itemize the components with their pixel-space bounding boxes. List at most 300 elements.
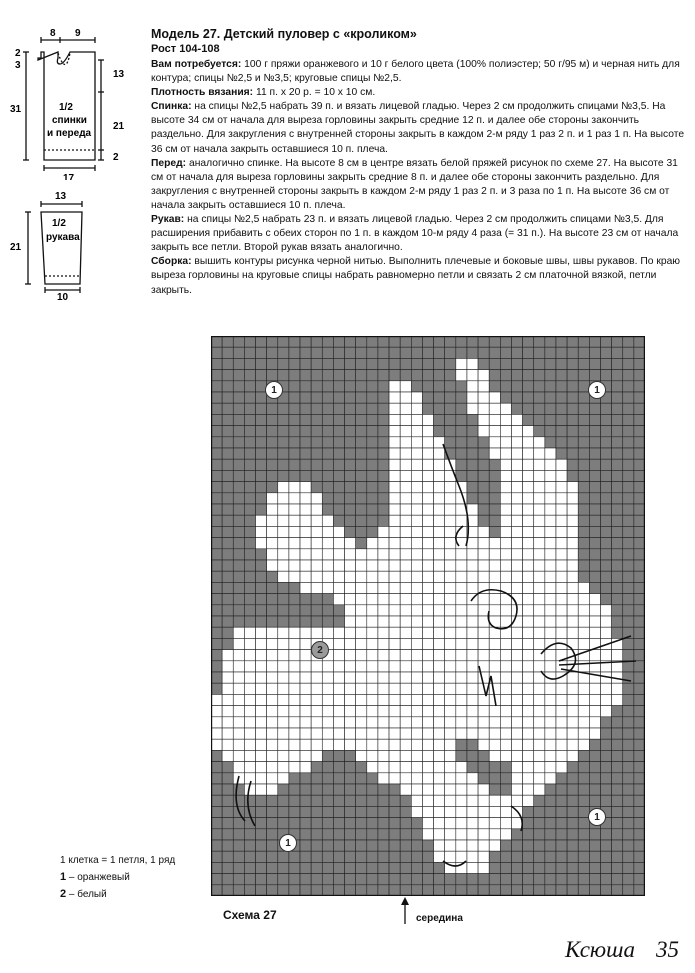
chart-cell-orange (411, 829, 422, 840)
chart-cell-orange (556, 829, 567, 840)
chart-cell-orange (256, 571, 267, 582)
chart-cell-white (612, 650, 623, 661)
chart-cell-orange (434, 403, 445, 414)
chart-cell-orange (534, 381, 545, 392)
chart-cell-white (523, 795, 534, 806)
chart-cell-white (345, 582, 356, 593)
chart-cell-white (445, 694, 456, 705)
chart-cell-white (389, 538, 400, 549)
chart-cell-white (333, 627, 344, 638)
chart-cell-white (356, 638, 367, 649)
chart-cell-orange (256, 616, 267, 627)
chart-cell-white (422, 526, 433, 537)
chart-cell-orange (211, 414, 222, 425)
chart-cell-white (467, 571, 478, 582)
chart-cell-orange (623, 414, 634, 425)
chart-cell-orange (634, 437, 645, 448)
chart-cell-orange (222, 762, 233, 773)
chart-cell-orange (578, 470, 589, 481)
chart-cell-white (300, 515, 311, 526)
chart-cell-orange (489, 885, 500, 896)
chart-cell-orange (545, 370, 556, 381)
chart-cell-orange (211, 762, 222, 773)
chart-cell-orange (422, 874, 433, 885)
chart-cell-white (489, 661, 500, 672)
chart-cell-white (367, 560, 378, 571)
chart-cell-orange (623, 504, 634, 515)
instruction-sleeve: Рукав: на спицы №2,5 набрать 23 п. и вязать лицевой гладью. Через 2 см продолжить спицами №3,5. Для расширения прибавить с обеих сторон по 1 п. в каждом 10-м ряду 4 раза (= 31 п.). На высоте 23 см от начала закрыть все петли. Второй рукав вязать аналогично. (151, 214, 679, 254)
chart-cell-orange (244, 347, 255, 358)
chart-cell-white (478, 426, 489, 437)
chart-cell-orange (511, 874, 522, 885)
chart-cell-white (389, 582, 400, 593)
chart-cell-orange (300, 829, 311, 840)
chart-cell-orange (267, 874, 278, 885)
chart-cell-orange (623, 448, 634, 459)
chart-cell-orange (356, 773, 367, 784)
chart-cell-white (523, 672, 534, 683)
chart-cell-white (400, 392, 411, 403)
chart-cell-orange (289, 414, 300, 425)
chart-cell-orange (467, 885, 478, 896)
chart-cell-orange (634, 840, 645, 851)
chart-cell-white (378, 661, 389, 672)
chart-cell-white (500, 493, 511, 504)
chart-cell-orange (333, 370, 344, 381)
color-label-1: 1 (279, 834, 297, 852)
chart-cell-orange (445, 874, 456, 885)
chart-cell-white (422, 739, 433, 750)
chart-cell-orange (333, 750, 344, 761)
chart-cell-white (434, 694, 445, 705)
chart-cell-orange (422, 840, 433, 851)
chart-cell-white (434, 526, 445, 537)
chart-cell-orange (267, 582, 278, 593)
chart-cell-orange (422, 885, 433, 896)
chart-cell-orange (211, 403, 222, 414)
chart-cell-white (278, 750, 289, 761)
chart-cell-white (500, 515, 511, 526)
chart-cell-orange (612, 795, 623, 806)
chart-cell-orange (578, 851, 589, 862)
chart-cell-orange (634, 515, 645, 526)
chart-cell-white (278, 683, 289, 694)
chart-cell-white (322, 538, 333, 549)
chart-cell-orange (489, 459, 500, 470)
chart-cell-white (422, 795, 433, 806)
chart-cell-white (267, 538, 278, 549)
chart-cell-white (256, 728, 267, 739)
chart-cell-white (411, 739, 422, 750)
chart-cell-orange (244, 392, 255, 403)
chart-cell-orange (267, 448, 278, 459)
chart-cell-white (489, 392, 500, 403)
chart-cell-orange (545, 840, 556, 851)
chart-cell-white (400, 426, 411, 437)
chart-cell-orange (634, 650, 645, 661)
chart-cell-white (322, 582, 333, 593)
chart-cell-orange (500, 862, 511, 873)
chart-cell-white (389, 493, 400, 504)
chart-cell-orange (556, 414, 567, 425)
chart-cell-orange (367, 358, 378, 369)
chart-cell-white (389, 515, 400, 526)
chart-cell-white (289, 482, 300, 493)
chart-cell-orange (445, 370, 456, 381)
chart-cell-white (478, 706, 489, 717)
chart-cell-orange (567, 806, 578, 817)
chart-cell-orange (356, 336, 367, 347)
chart-cell-orange (345, 773, 356, 784)
chart-cell-white (378, 549, 389, 560)
chart-cell-orange (411, 862, 422, 873)
chart-cell-white (500, 661, 511, 672)
chart-cell-orange (634, 459, 645, 470)
chart-cell-white (511, 706, 522, 717)
chart-cell-orange (300, 885, 311, 896)
chart-cell-orange (567, 426, 578, 437)
chart-cell-orange (289, 874, 300, 885)
chart-cell-white (300, 526, 311, 537)
chart-cell-white (389, 706, 400, 717)
chart-cell-white (289, 706, 300, 717)
chart-cell-orange (600, 739, 611, 750)
chart-cell-orange (367, 370, 378, 381)
chart-cell-orange (289, 437, 300, 448)
chart-cell-orange (233, 840, 244, 851)
chart-cell-orange (634, 560, 645, 571)
chart-cell-white (612, 694, 623, 705)
chart-cell-orange (367, 459, 378, 470)
chart-cell-orange (333, 773, 344, 784)
chart-cell-orange (456, 470, 467, 481)
chart-cell-white (256, 784, 267, 795)
chart-cell-white (400, 728, 411, 739)
chart-cell-orange (567, 840, 578, 851)
chart-cell-white (434, 773, 445, 784)
chart-cell-white (511, 661, 522, 672)
chart-cell-white (411, 717, 422, 728)
chart-cell-white (545, 470, 556, 481)
chart-cell-orange (378, 784, 389, 795)
chart-cell-orange (456, 381, 467, 392)
chart-cell-white (300, 582, 311, 593)
chart-cell-white (411, 638, 422, 649)
chart-cell-orange (589, 582, 600, 593)
chart-cell-white (367, 717, 378, 728)
chart-cell-orange (478, 448, 489, 459)
chart-cell-white (500, 694, 511, 705)
chart-cell-white (256, 762, 267, 773)
chart-cell-white (244, 739, 255, 750)
chart-cell-white (500, 829, 511, 840)
chart-cell-white (278, 739, 289, 750)
chart-cell-orange (233, 605, 244, 616)
chart-cell-orange (422, 370, 433, 381)
chart-cell-orange (567, 403, 578, 414)
chart-cell-white (478, 851, 489, 862)
chart-cell-white (534, 482, 545, 493)
chart-cell-orange (333, 874, 344, 885)
chart-cell-white (400, 605, 411, 616)
chart-cell-orange (623, 717, 634, 728)
chart-cell-orange (311, 840, 322, 851)
chart-cell-white (356, 728, 367, 739)
chart-cell-orange (378, 818, 389, 829)
page-number: 35 (656, 937, 679, 962)
chart-cell-orange (222, 504, 233, 515)
chart-cell-orange (634, 661, 645, 672)
chart-cell-white (300, 571, 311, 582)
chart-cell-white (467, 706, 478, 717)
chart-cell-orange (467, 347, 478, 358)
chart-cell-orange (467, 437, 478, 448)
chart-cell-orange (300, 392, 311, 403)
chart-cell-orange (222, 437, 233, 448)
chart-cell-orange (278, 795, 289, 806)
chart-cell-white (378, 526, 389, 537)
chart-cell-orange (589, 560, 600, 571)
chart-cell-white (400, 448, 411, 459)
chart-cell-white (523, 504, 534, 515)
chart-cell-orange (600, 426, 611, 437)
chart-cell-white (456, 762, 467, 773)
chart-cell-orange (211, 862, 222, 873)
chart-cell-orange (567, 392, 578, 403)
chart-cell-orange (222, 336, 233, 347)
chart-cell-orange (634, 750, 645, 761)
chart-cell-orange (578, 885, 589, 896)
chart-cell-white (411, 504, 422, 515)
chart-cell-orange (222, 403, 233, 414)
chart-cell-orange (311, 482, 322, 493)
chart-cell-white (534, 549, 545, 560)
chart-cell-orange (478, 762, 489, 773)
chart-cell-orange (400, 370, 411, 381)
chart-cell-white (534, 773, 545, 784)
chart-cell-orange (500, 874, 511, 885)
chart-cell-orange (322, 459, 333, 470)
chart-cell-orange (634, 605, 645, 616)
chart-cell-white (400, 627, 411, 638)
chart-cell-white (589, 706, 600, 717)
chart-cell-white (523, 594, 534, 605)
chart-cell-white (534, 571, 545, 582)
chart-cell-orange (322, 403, 333, 414)
chart-cell-white (478, 370, 489, 381)
chart-cell-white (511, 437, 522, 448)
chart-cell-white (278, 571, 289, 582)
chart-cell-orange (233, 549, 244, 560)
chart-cell-orange (556, 773, 567, 784)
chart-cell-white (367, 549, 378, 560)
chart-cell-white (411, 750, 422, 761)
chart-cell-orange (534, 818, 545, 829)
chart-cell-white (434, 627, 445, 638)
chart-cell-white (567, 694, 578, 705)
chart-cell-orange (500, 885, 511, 896)
chart-cell-orange (489, 762, 500, 773)
chart-cell-white (523, 493, 534, 504)
chart-cell-orange (589, 874, 600, 885)
chart-cell-white (244, 706, 255, 717)
chart-cell-orange (256, 459, 267, 470)
chart-cell-orange (422, 862, 433, 873)
chart-cell-white (322, 717, 333, 728)
chart-cell-orange (211, 874, 222, 885)
chart-cell-white (489, 638, 500, 649)
chart-cell-orange (311, 594, 322, 605)
chart-cell-orange (267, 358, 278, 369)
chart-cell-orange (289, 459, 300, 470)
chart-cell-orange (389, 336, 400, 347)
legend (60, 852, 175, 903)
chart-cell-orange (211, 560, 222, 571)
chart-cell-white (467, 728, 478, 739)
chart-cell-white (278, 728, 289, 739)
chart-cell-orange (211, 504, 222, 515)
chart-cell-orange (612, 392, 623, 403)
chart-cell-white (411, 728, 422, 739)
chart-cell-white (500, 526, 511, 537)
chart-cell-orange (367, 336, 378, 347)
chart-cell-orange (222, 459, 233, 470)
chart-cell-orange (300, 840, 311, 851)
chart-cell-orange (623, 840, 634, 851)
chart-cell-orange (233, 795, 244, 806)
chart-cell-orange (456, 448, 467, 459)
chart-cell-white (378, 672, 389, 683)
chart-cell-white (434, 784, 445, 795)
chart-cell-white (445, 616, 456, 627)
chart-cell-white (256, 694, 267, 705)
chart-cell-white (300, 549, 311, 560)
chart-cell-orange (322, 493, 333, 504)
chart-cell-orange (545, 426, 556, 437)
chart-cell-white (400, 515, 411, 526)
chart-cell-orange (456, 414, 467, 425)
chart-cell-white (345, 739, 356, 750)
chart-cell-orange (267, 616, 278, 627)
chart-cell-orange (445, 347, 456, 358)
chart-cell-white (511, 560, 522, 571)
chart-cell-white (400, 672, 411, 683)
chart-cell-orange (367, 426, 378, 437)
chart-cell-orange (356, 358, 367, 369)
chart-cell-white (333, 560, 344, 571)
chart-cell-white (411, 538, 422, 549)
chart-cell-orange (345, 874, 356, 885)
chart-cell-white (489, 706, 500, 717)
chart-cell-orange (623, 874, 634, 885)
chart-cell-white (411, 762, 422, 773)
chart-cell-orange (244, 829, 255, 840)
chart-cell-orange (589, 370, 600, 381)
chart-cell-orange (623, 493, 634, 504)
chart-cell-white (278, 650, 289, 661)
chart-cell-orange (311, 370, 322, 381)
chart-cell-orange (612, 717, 623, 728)
chart-cell-orange (578, 840, 589, 851)
chart-cell-orange (634, 773, 645, 784)
chart-cell-white (322, 683, 333, 694)
chart-cell-orange (378, 392, 389, 403)
chart-cell-white (467, 862, 478, 873)
chart-cell-white (556, 694, 567, 705)
chart-cell-orange (289, 470, 300, 481)
chart-cell-orange (322, 414, 333, 425)
chart-cell-orange (634, 538, 645, 549)
chart-cell-white (489, 829, 500, 840)
chart-cell-orange (589, 347, 600, 358)
chart-cell-orange (356, 829, 367, 840)
chart-cell-orange (556, 448, 567, 459)
chart-cell-orange (478, 470, 489, 481)
chart-cell-white (322, 694, 333, 705)
chart-cell-orange (211, 358, 222, 369)
chart-cell-white (333, 706, 344, 717)
chart-cell-white (378, 582, 389, 593)
chart-cell-orange (589, 549, 600, 560)
chart-cell-white (434, 672, 445, 683)
chart-cell-orange (489, 336, 500, 347)
chart-cell-orange (233, 784, 244, 795)
chart-cell-orange (356, 504, 367, 515)
chart-cell-white (467, 549, 478, 560)
chart-cell-white (523, 728, 534, 739)
chart-cell-white (244, 762, 255, 773)
chart-cell-orange (556, 862, 567, 873)
chart-cell-white (445, 627, 456, 638)
chart-cell-white (411, 594, 422, 605)
chart-cell-white (500, 504, 511, 515)
sleeve-label-2: рукава (46, 232, 80, 243)
chart-cell-white (400, 616, 411, 627)
chart-cell-orange (434, 381, 445, 392)
chart-cell-orange (556, 874, 567, 885)
chart-cell-orange (367, 851, 378, 862)
chart-cell-orange (411, 840, 422, 851)
chart-cell-orange (333, 806, 344, 817)
chart-cell-white (311, 739, 322, 750)
chart-cell-orange (311, 851, 322, 862)
chart-cell-white (434, 448, 445, 459)
chart-cell-white (233, 627, 244, 638)
chart-cell-white (445, 784, 456, 795)
chart-cell-white (367, 739, 378, 750)
chart-cell-orange (489, 482, 500, 493)
chart-cell-orange (211, 806, 222, 817)
chart-cell-orange (389, 885, 400, 896)
chart-cell-orange (356, 381, 367, 392)
chart-cell-orange (333, 504, 344, 515)
chart-cell-white (400, 549, 411, 560)
chart-cell-orange (322, 392, 333, 403)
chart-cell-white (256, 739, 267, 750)
chart-cell-orange (589, 437, 600, 448)
chart-cell-orange (222, 840, 233, 851)
chart-cell-orange (333, 448, 344, 459)
chart-cell-orange (623, 403, 634, 414)
chart-cell-orange (356, 392, 367, 403)
chart-cell-orange (300, 616, 311, 627)
chart-cell-white (211, 706, 222, 717)
chart-cell-orange (267, 829, 278, 840)
chart-cell-orange (311, 795, 322, 806)
chart-cell-white (233, 717, 244, 728)
chart-cell-orange (600, 493, 611, 504)
chart-cell-orange (311, 336, 322, 347)
